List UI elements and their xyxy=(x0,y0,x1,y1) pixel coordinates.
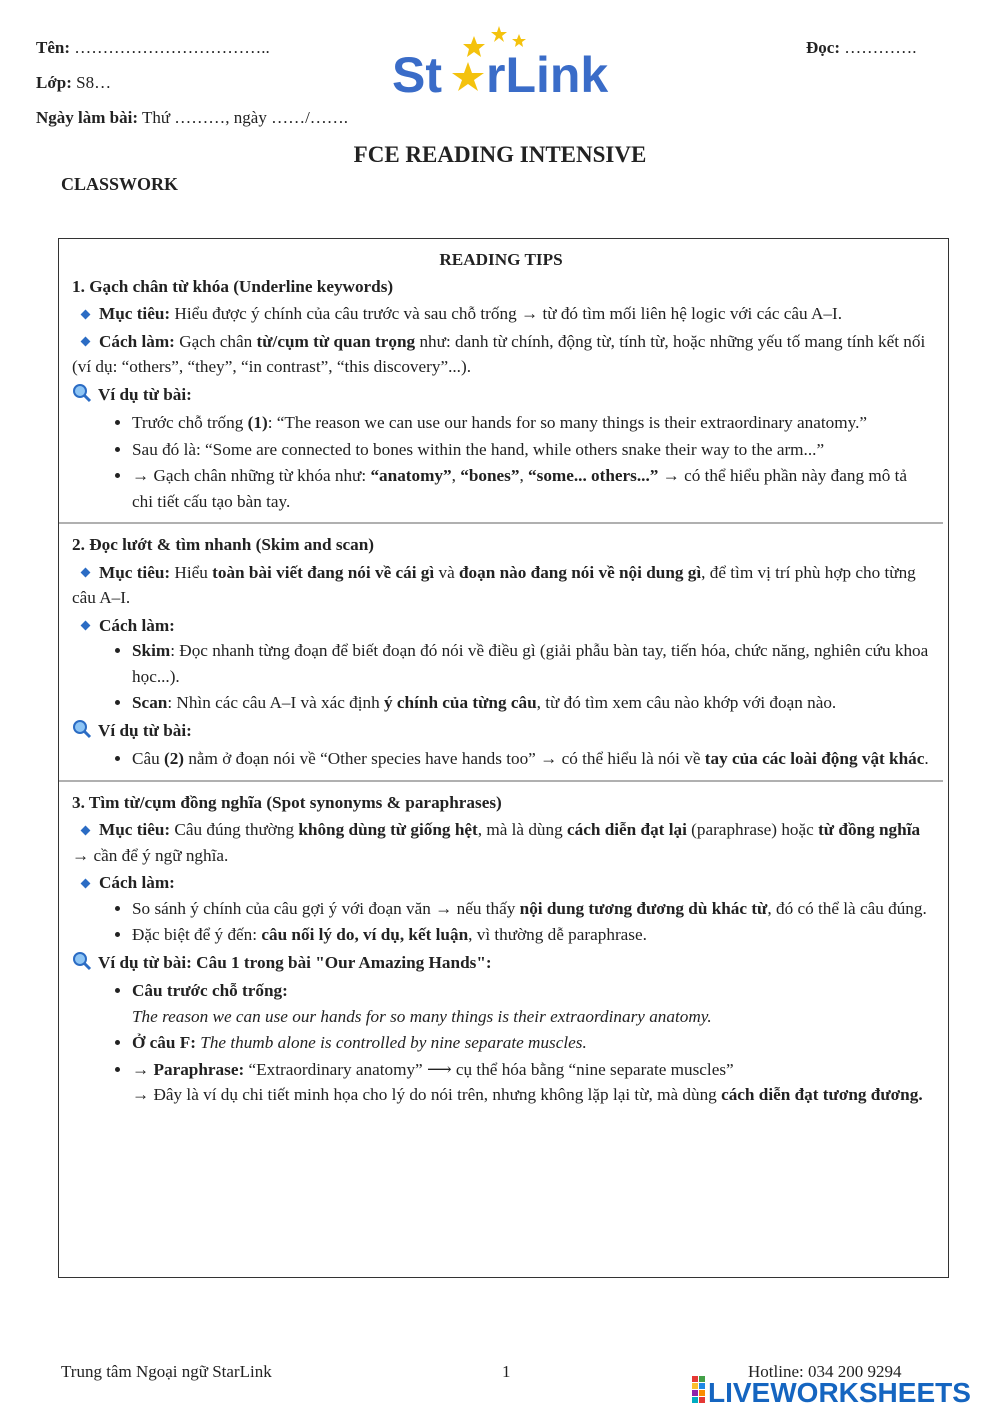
liveworksheets-badge-icon xyxy=(690,1372,990,1408)
class-label: Lớp: xyxy=(36,73,72,92)
list-item: • Scan: Nhìn các câu A–I và xác định ý chính của từng câu, từ đó tìm xem câu nào khớp với đoạn nào. xyxy=(132,690,930,716)
section-3-method: Cách làm: xyxy=(72,870,930,896)
logo-star-icon xyxy=(491,26,507,42)
diamond-bullet-icon xyxy=(81,568,91,578)
section-3-goal: Mục tiêu: Câu đúng thường không dùng từ giống hệt, mà là dùng cách diễn đạt lại (paraphrase) hoặc từ đồng nghĩa → cần để ý ngữ nghĩa. xyxy=(72,820,921,865)
list-item: • Câu trước chỗ trống: The reason we can use our hands for so many things is their extraordinary anatomy. xyxy=(132,978,930,1029)
classwork-heading: CLASSWORK xyxy=(61,174,179,194)
name-line xyxy=(36,38,270,58)
page-title: FCE READING INTENSIVE xyxy=(353,142,647,167)
read-label: Đọc: xyxy=(806,38,840,57)
section-1-heading: 1. Gạch chân từ khóa (Underline keywords) xyxy=(72,276,394,296)
diamond-bullet-icon xyxy=(81,337,91,347)
logo-text-right: rLink xyxy=(486,47,609,100)
section-divider xyxy=(59,522,943,524)
magnifier-icon xyxy=(72,719,92,747)
date-label: Ngày làm bài: xyxy=(36,108,138,127)
diamond-bullet-icon xyxy=(81,825,91,835)
list-item: • Đặc biệt để ý đến: câu nối lý do, ví dụ, kết luận, vì thường dễ paraphrase. xyxy=(132,922,930,948)
liveworksheets-logo[interactable] xyxy=(690,1372,990,1408)
list-item: • → Paraphrase: “Extraordinary anatomy” ⟶ cụ thể hóa bằng “nine separate muscles” → Đây là ví dụ chi tiết minh họa cho lý do nói trên, nhưng không lặp lại từ, mà dùng cách diễn đạt tương đương. xyxy=(132,1057,930,1108)
logo-star-icon xyxy=(452,62,484,91)
date-value: Thứ ………, ngày ……/……. xyxy=(138,108,349,127)
diamond-bullet-icon xyxy=(81,309,91,319)
section-divider xyxy=(59,780,943,782)
list-item: • Câu (2) nằm ở đoạn nói về “Other species have hands too” → có thể hiểu là nói về tay của các loài động vật khác. xyxy=(132,746,930,772)
section-2-goal: Mục tiêu: Hiểu toàn bài viết đang nói về cái gì và đoạn nào đang nói về nội dung gì, để tìm vị trí phù hợp cho từng câu A–I. xyxy=(72,562,916,607)
logo-star-icon xyxy=(463,36,485,57)
diamond-bullet-icon xyxy=(81,878,91,888)
list-item: • Skim: Đọc nhanh từng đoạn để biết đoạn đó nói về điều gì (giải phẫu bàn tay, tiến hóa, chức năng, nghiên cứu khoa học...). xyxy=(132,638,930,689)
section-3-example-list xyxy=(72,978,930,1108)
section-1-goal: Mục tiêu: Hiểu được ý chính của câu trước và sau chỗ trống → từ đó tìm mối liên hệ logic với các câu A–I. xyxy=(72,301,930,327)
footer-center-name: Trung tâm Ngoại ngữ StarLink xyxy=(61,1362,272,1381)
list-item: • Sau đó là: “Some are connected to bones within the hand, while others snake their way to the arm...” xyxy=(132,437,930,463)
logo-star-icon xyxy=(512,34,526,47)
name-value: …………………………….. xyxy=(70,38,270,57)
liveworksheets-text: LIVEWORKSHEETS xyxy=(708,1377,971,1408)
read-line xyxy=(806,38,916,58)
section-3-heading: 3. Tìm từ/cụm đồng nghĩa (Spot synonyms & paraphrases) xyxy=(72,792,502,812)
class-value: S8… xyxy=(71,73,112,92)
reading-tips-heading: READING TIPS xyxy=(439,250,563,269)
section-2-example-list xyxy=(72,746,930,772)
diamond-bullet-icon xyxy=(81,621,91,631)
section-1-example-label: Ví dụ từ bài: xyxy=(72,382,930,411)
date-line xyxy=(36,108,348,128)
list-item: • Ở câu F: The thumb alone is controlled by nine separate muscles. xyxy=(132,1030,930,1056)
starlink-logo xyxy=(388,20,628,100)
section-2-example-label: Ví dụ từ bài: xyxy=(72,718,930,747)
name-label: Tên: xyxy=(36,38,70,57)
magnifier-icon xyxy=(72,951,92,979)
list-item: • Trước chỗ trống (1): “The reason we can use our hands for so many things is their extraordinary anatomy.” xyxy=(132,410,930,436)
magnifier-icon xyxy=(72,383,92,411)
section-1-method: Cách làm: Gạch chân từ/cụm từ quan trọng như: danh từ chính, động từ, tính từ, hoặc những yếu tố mang tính kết nối (ví dụ: “others”, “they”, “in contrast”, “this discovery”...). xyxy=(72,331,926,376)
section-2-method-list xyxy=(72,638,930,716)
footer-hotline: Hotline: 034 200 9294 xyxy=(748,1362,902,1381)
section-2-heading: 2. Đọc lướt & tìm nhanh (Skim and scan) xyxy=(72,535,375,554)
list-item: • → Gạch chân những từ khóa như: “anatomy”, “bones”, “some... others...” → có thể hiểu phần này đang mô tả chi tiết cấu tạo bàn tay. xyxy=(132,463,930,514)
section-1-example-list xyxy=(72,410,930,514)
page-number: 1 xyxy=(502,1362,511,1381)
reading-tips-box xyxy=(58,238,949,1278)
section-2-method: Cách làm: xyxy=(72,613,930,639)
section-3-method-list xyxy=(72,896,930,948)
list-item: • So sánh ý chính của câu gợi ý với đoạn văn → nếu thấy nội dung tương đương dù khác từ, đó có thể là câu đúng. xyxy=(132,896,930,922)
section-3-example-label: Ví dụ từ bài: Câu 1 trong bài "Our Amazing Hands": xyxy=(72,950,930,979)
class-line xyxy=(36,73,111,93)
logo-text-left: St xyxy=(392,47,442,100)
read-value: …………. xyxy=(839,38,917,57)
